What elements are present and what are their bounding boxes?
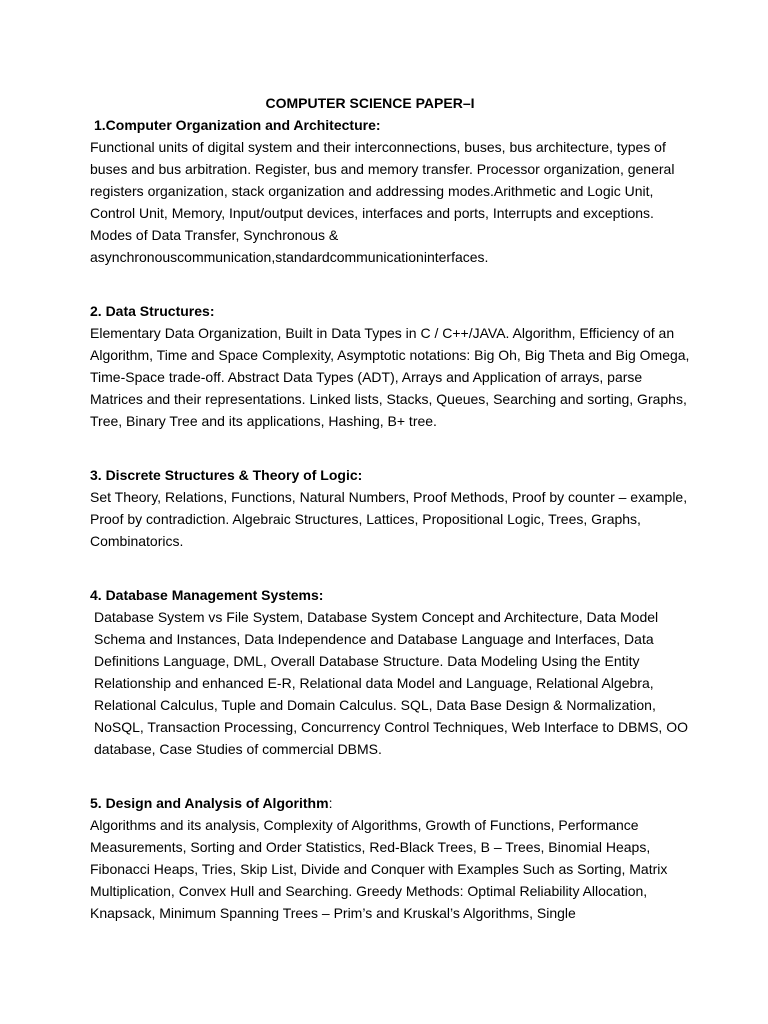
section-heading: 4. Database Management Systems: — [90, 587, 324, 603]
section-computer-organization — [90, 114, 690, 268]
section-heading: 3. Discrete Structures & Theory of Logic: — [90, 467, 363, 483]
section-heading: 2. Data Structures: — [90, 303, 215, 319]
section-body: Functional units of digital system and their interconnections, buses, bus architecture, types of buses and bus arbitration. Register, bus and memory transfer. Processor organization, general registers organization, stack organization and addressing modes.Arithmetic and Logic Unit, Control Unit, Memory, Input/output devices, interfaces and ports, Interrupts and exceptions. Modes of Data Transfer, Synchronous & asynchronouscommunication,standardcommunicationinterfaces. — [90, 139, 675, 265]
section-heading-colon: : — [328, 795, 333, 811]
section-dbms — [90, 584, 690, 760]
section-discrete-structures — [90, 464, 690, 552]
section-heading-text: 5. Design and Analysis of Algorithm — [90, 795, 329, 811]
section-body: Algorithms and its analysis, Complexity of Algorithms, Growth of Functions, Performance Measurements, Sorting and Order Statistics, Red-Black Trees, B – Trees, Binomial Heaps, Fibonacci Heaps, Tries, Skip List, Divide and Conquer with Examples Such as Sorting, Matrix Multiplication, Convex Hull and Searching. Greedy Methods: Optimal Reliability Allocation, Knapsack, Minimum Spanning Trees – Prim’s and Kruskal’s Algorithms, Single — [90, 817, 668, 921]
section-data-structures — [90, 300, 690, 432]
section-heading — [90, 792, 690, 814]
section-heading: 1.Computer Organization and Architecture: — [94, 117, 381, 133]
section-algorithms — [90, 792, 690, 924]
section-body: Database System vs File System, Database System Concept and Architecture, Data Model Schema and Instances, Data Independence and Database Language and Interfaces, Data Definitions Language, DML, Overall Database Structure. Data Modeling Using the Entity Relationship and enhanced E-R, Relational data Model and Language, Relational Algebra, Relational Calculus, Tuple and Domain Calculus. SQL, Data Base Design & Normalization, NoSQL, Transaction Processing, Concurrency Control Techniques, Web Interface to DBMS, OO database, Case Studies of commercial DBMS. — [94, 609, 688, 757]
document-page — [90, 93, 690, 956]
section-body: Set Theory, Relations, Functions, Natural Numbers, Proof Methods, Proof by counter – example, Proof by contradiction. Algebraic Structures, Lattices, Propositional Logic, Trees, Graphs, Combinatorics. — [90, 489, 688, 549]
section-body: Elementary Data Organization, Built in Data Types in C / C++/JAVA. Algorithm, Efficiency of an Algorithm, Time and Space Complexity, Asymptotic notations: Big Oh, Big Theta and Big Omega, Time-Space trade-off. Abstract Data Types (ADT), Arrays and Application of arrays, parse Matrices and their representations. Linked lists, Stacks, Queues, Searching and sorting, Graphs, Tree, Binary Tree and its applications, Hashing, B+ tree. — [90, 325, 690, 429]
page-title: COMPUTER SCIENCE PAPER–I — [265, 95, 475, 111]
